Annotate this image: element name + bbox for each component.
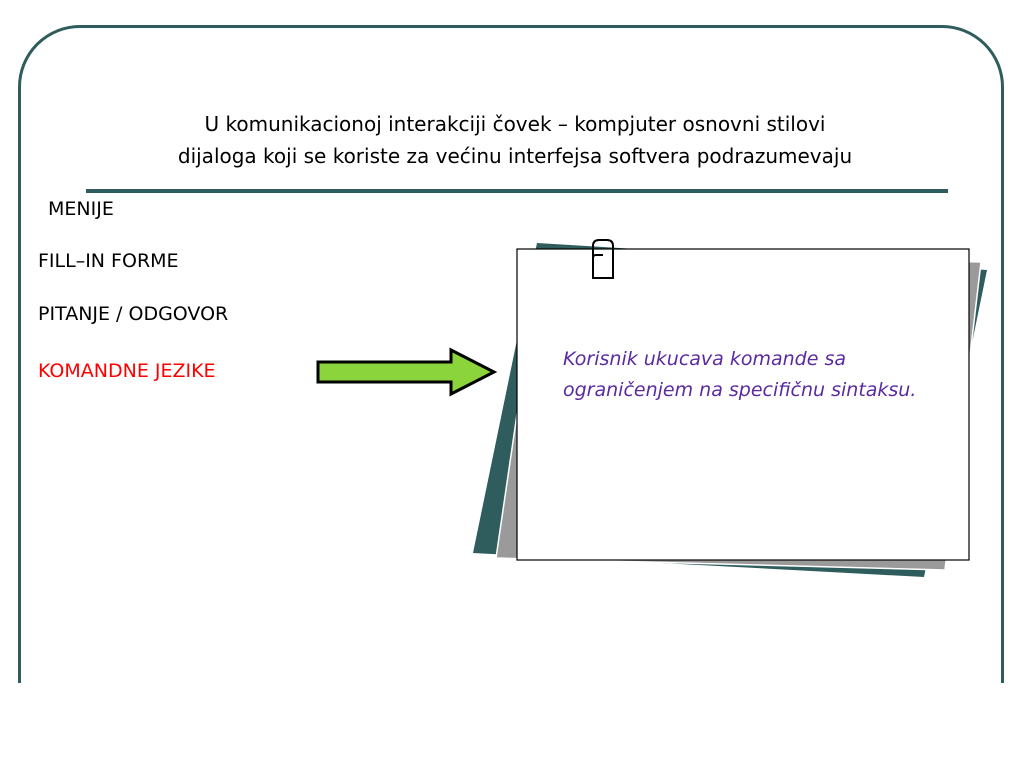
item-pitanje-odgovor: PITANJE / ODGOVOR bbox=[38, 303, 229, 325]
right-arrow-icon bbox=[318, 350, 494, 394]
item-komandne-jezike: KOMANDNE JEZIKE bbox=[38, 360, 216, 382]
item-fill-in-forme: FILL–IN FORME bbox=[38, 250, 179, 272]
slide-title-line-1: U komunikacionoj interakciji čovek – kompjuter osnovni stilovi bbox=[204, 112, 826, 136]
slide-title-line-2: dijaloga koji se koriste za većinu interfejsa softvera podrazumevaju bbox=[177, 144, 853, 168]
item-menije: MENIJE bbox=[48, 198, 114, 220]
note-card-text: Korisnik ukucava komande sa ograničenjem na specifičnu sintaksu. bbox=[563, 348, 917, 401]
